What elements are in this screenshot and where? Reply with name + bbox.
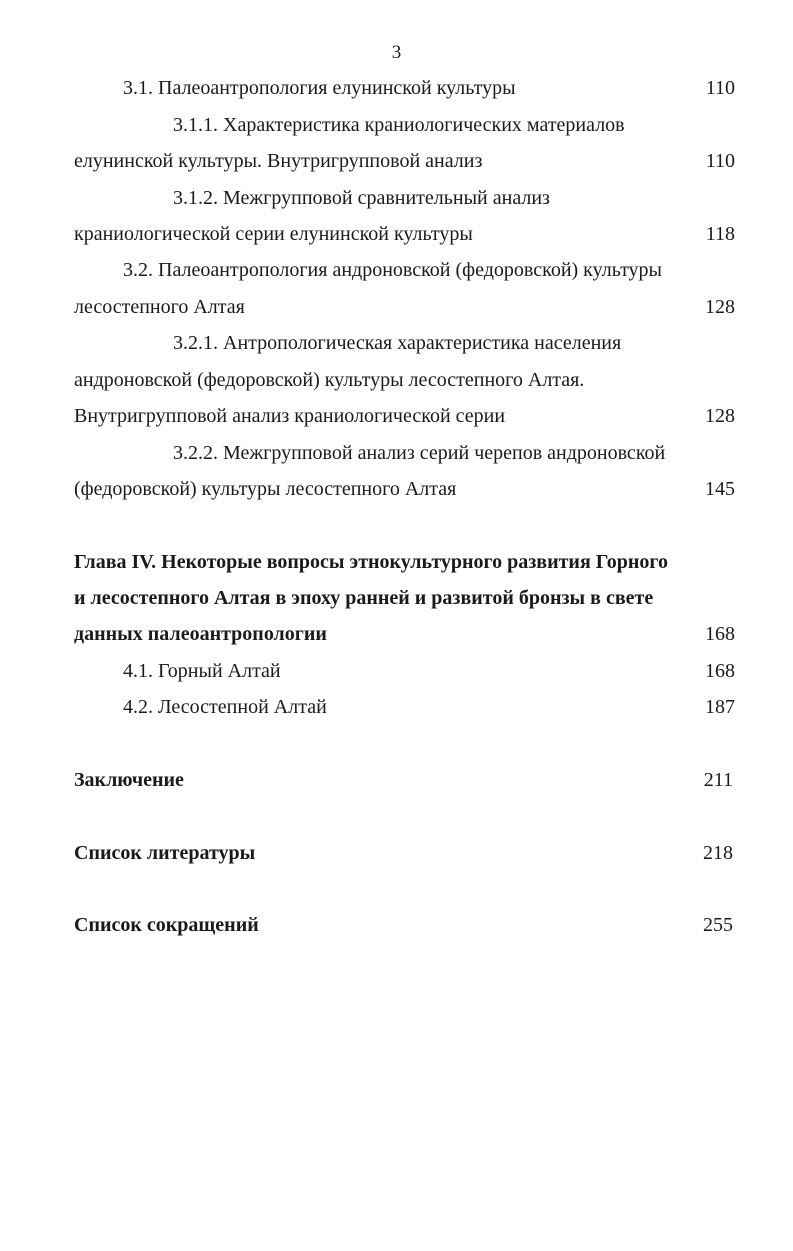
toc-abbreviations-title: Список сокращений bbox=[74, 914, 259, 936]
toc-conclusion-title: Заключение bbox=[74, 769, 184, 791]
toc-entry-3-2-1-title-line1: 3.2.1. Антропологическая характеристика населения bbox=[173, 332, 622, 354]
toc-abbreviations-page: 255 bbox=[703, 914, 733, 936]
toc-entry-4-2-page: 187 bbox=[705, 696, 735, 718]
toc-entry-3-2-title-line1: 3.2. Палеоантропология андроновской (федоровской) культуры bbox=[123, 259, 662, 281]
toc-entry-4-1-page: 168 bbox=[705, 660, 735, 682]
toc-chapter-4-title-line3: данных палеоантропологии bbox=[74, 623, 327, 645]
toc-entry-3-1-2-title-line1: 3.1.2. Межгрупповой сравнительный анализ bbox=[173, 187, 550, 209]
toc-entry-4-1-title: 4.1. Горный Алтай bbox=[123, 660, 281, 682]
toc-entry-4-2-title: 4.2. Лесостепной Алтай bbox=[123, 696, 327, 718]
toc-entry-3-1-1-page: 110 bbox=[705, 150, 735, 172]
toc-entry-3-1-1-title-line1: 3.1.1. Характеристика краниологических материалов bbox=[173, 114, 625, 136]
toc-references-title: Список литературы bbox=[74, 842, 256, 864]
toc-entry-3-1-1-title-line2: елунинской культуры. Внутригрупповой анализ bbox=[74, 150, 483, 172]
toc-entry-3-2-2-title-line2: (федоровской) культуры лесостепного Алтая bbox=[74, 478, 457, 500]
toc-entry-3-1-2-page: 118 bbox=[705, 223, 735, 245]
toc-chapter-4-page: 168 bbox=[705, 623, 735, 645]
toc-entry-3-2-page: 128 bbox=[705, 296, 735, 318]
toc-entry-3-2-1-title-line2: андроновской (федоровской) культуры лесостепного Алтая. bbox=[74, 369, 585, 391]
toc-chapter-4-title-line2: и лесостепного Алтая в эпоху ранней и развитой бронзы в свете bbox=[74, 587, 654, 609]
toc-entry-3-2-2-page: 145 bbox=[705, 478, 735, 500]
page-number: 3 bbox=[391, 42, 402, 63]
toc-entry-3-1-page: 110 bbox=[705, 77, 735, 99]
toc-entry-3-2-1-title-line3: Внутригрупповой анализ краниологической серии bbox=[74, 405, 506, 427]
toc-entry-3-1-2-title-line2: краниологической серии елунинской культуры bbox=[74, 223, 473, 245]
toc-references-page: 218 bbox=[703, 842, 733, 864]
toc-entry-3-1-title: 3.1. Палеоантропология елунинской культуры bbox=[123, 77, 516, 99]
toc-entry-3-2-1-page: 128 bbox=[705, 405, 735, 427]
toc-conclusion-page: 211 bbox=[703, 769, 733, 791]
toc-chapter-4-title-line1: Глава IV. Некоторые вопросы этнокультурного развития Горного bbox=[74, 551, 668, 573]
toc-entry-3-2-title-line2: лесостепного Алтая bbox=[74, 296, 245, 318]
toc-entry-3-2-2-title-line1: 3.2.2. Межгрупповой анализ серий черепов андроновской bbox=[173, 442, 666, 464]
